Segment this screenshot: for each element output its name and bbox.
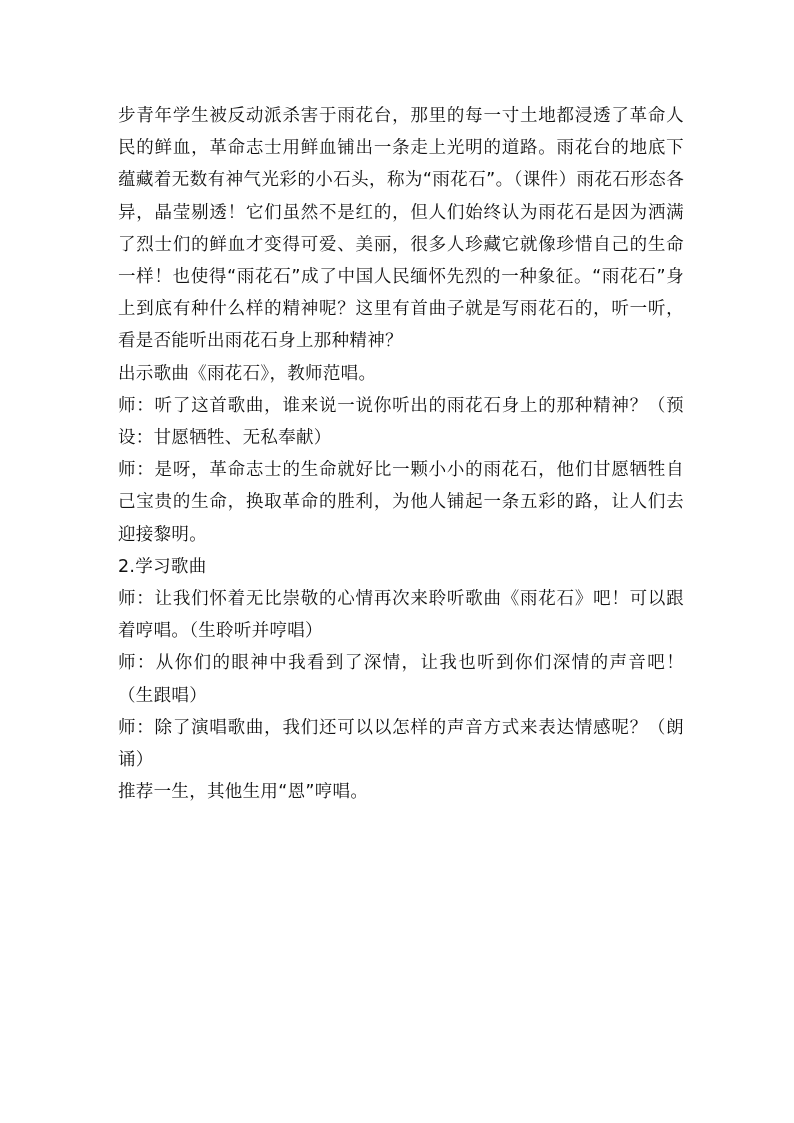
paragraph-teacher-summary: 师：是呀，革命志士的生命就好比一颗小小的雨花石，他们甘愿牺牲自己宝贵的生命，换取革命的胜利，为他人铺起一条五彩的路，让人们去迎接黎明。: [118, 460, 684, 545]
paragraph-listen-again: 师：让我们怀着无比崇敬的心情再次来聆听歌曲《雨花石》吧！可以跟着哼唱。（生聆听并哼唱）: [118, 589, 684, 642]
paragraph-sing-along: 师：从你们的眼神中我看到了深情，让我也听到你们深情的声音吧！（生跟唱）: [118, 653, 684, 706]
document-body: [118, 100, 684, 808]
section-heading-learn-song: 2.学习歌曲: [118, 556, 207, 577]
paragraph-show-song: 出示歌曲《雨花石》，教师范唱。: [118, 363, 377, 384]
paragraph-teacher-question: 师：听了这首歌曲，谁来说一说你听出的雨花石身上的那种精神？（预设：甘愿牺牲、无私奉献）: [118, 395, 684, 449]
paragraph-other-ways: 师：除了演唱歌曲，我们还可以以怎样的声音方式来表达情感呢？（朗诵）: [118, 717, 684, 771]
paragraph-recommend: 推荐一生，其他生用“恩”哼唱。: [118, 782, 369, 803]
paragraph-intro: 步青年学生被反动派杀害于雨花台，那里的每一寸土地都浸透了革命人民的鲜血，革命志士用鲜血铺出一条走上光明的道路。雨花台的地底下蕴藏着无数有神气光彩的小石头，称为“雨花石”。（课件）雨花石形态各异，晶莹剔透！它们虽然不是红的，但人们始终认为雨花石是因为洒满了烈士们的鲜血才变得可爱、美丽，很多人珍藏它就像珍惜自己的生命一样！也使得“雨花石”成了中国人民缅怀先烈的一种象征。“雨花石”身上到底有种什么样的精神呢？这里有首曲子就是写雨花石的，听一听，看是否能听出雨花石身上那种精神？: [118, 106, 684, 352]
